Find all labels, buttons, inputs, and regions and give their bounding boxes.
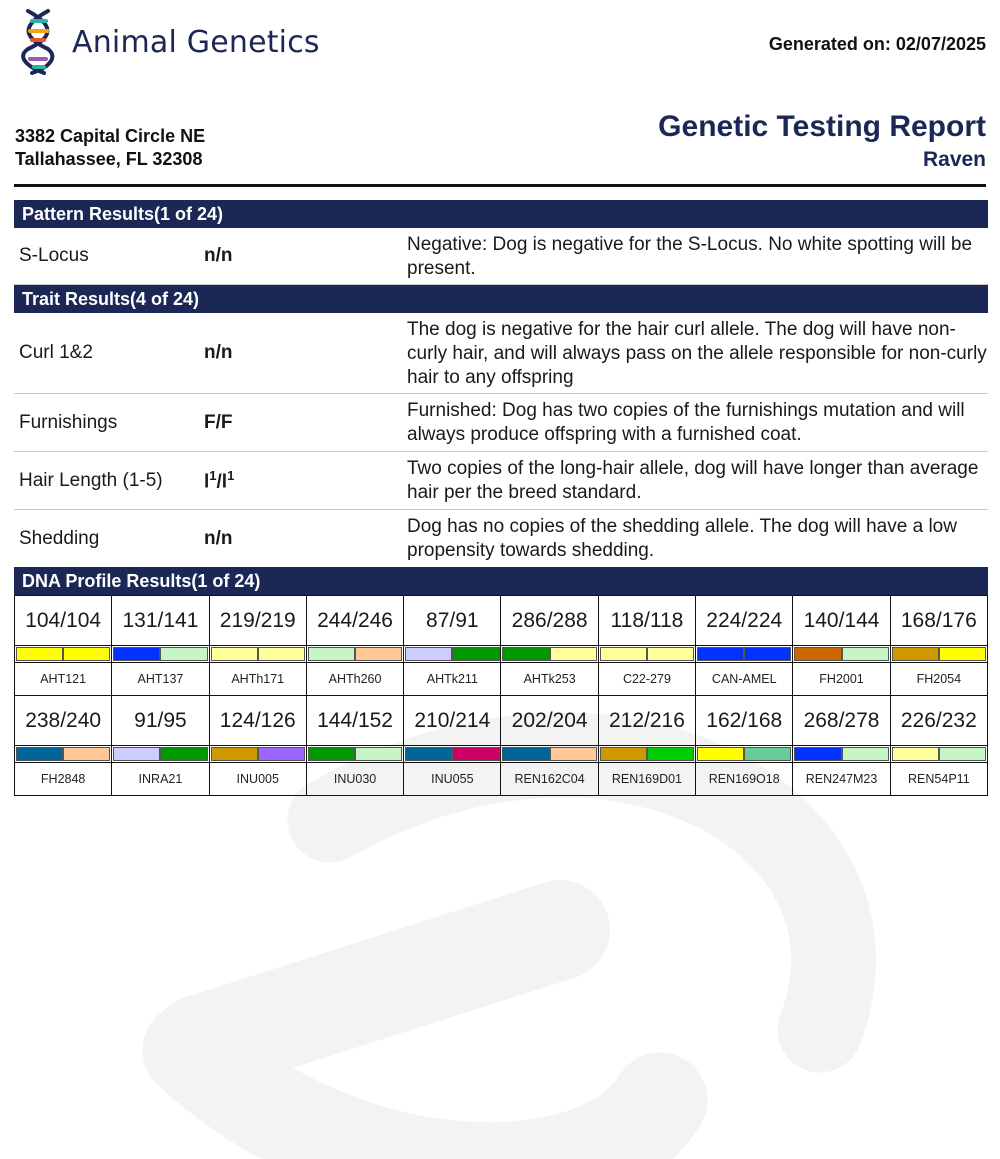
dna-profile-header: DNA Profile Results(1 of 24): [14, 567, 988, 595]
marker-color-bar: [404, 646, 501, 663]
marker-color-bar: [306, 646, 403, 663]
marker-name: AHT121: [15, 663, 112, 696]
marker-alleles: 219/219: [209, 596, 306, 646]
marker-color-bar: [598, 646, 695, 663]
marker-color-bar: [112, 646, 209, 663]
allele-color-swatch: [16, 647, 63, 661]
allele-color-swatch: [697, 747, 744, 761]
marker-name: AHTk253: [501, 663, 598, 696]
allele-color-swatch: [308, 747, 355, 761]
marker-alleles: 87/91: [404, 596, 501, 646]
allele-color-swatch: [600, 647, 647, 661]
allele-color-swatch: [113, 747, 160, 761]
allele-color-swatch: [160, 747, 207, 761]
result-row-furnishings: [14, 394, 988, 452]
marker-color-bar: [501, 646, 598, 663]
marker-name: AHTh260: [306, 663, 403, 696]
genotype: $l^1/l^1$: [204, 467, 235, 493]
allele-color-swatch: [939, 747, 986, 761]
marker-name: INU055: [404, 763, 501, 796]
allele-color-swatch: [939, 647, 986, 661]
marker-alleles: 144/152: [306, 696, 403, 746]
allele-color-swatch: [211, 647, 258, 661]
marker-alleles: 118/118: [598, 596, 695, 646]
marker-name: CAN-AMEL: [696, 663, 793, 696]
allele-color-swatch: [697, 647, 744, 661]
dna-helix-icon: [20, 7, 60, 77]
allele-color-swatch: [160, 647, 207, 661]
dna-profile-table: [14, 595, 988, 796]
marker-color-bar: [306, 746, 403, 763]
results-section: [14, 200, 988, 796]
allele-color-swatch: [405, 647, 452, 661]
allele-color-swatch: [842, 747, 889, 761]
marker-alleles: 224/224: [696, 596, 793, 646]
marker-name: FH2054: [890, 663, 987, 696]
trait-description: Negative: Dog is negative for the S-Locus. No white spotting will be present.: [407, 233, 973, 279]
genotype: n/n: [204, 245, 233, 266]
allele-color-swatch: [308, 647, 355, 661]
allele-color-swatch: [258, 647, 305, 661]
allele-color-swatch: [63, 647, 110, 661]
allele-color-swatch: [794, 747, 841, 761]
marker-name: REN247M23: [793, 763, 890, 796]
allele-color-swatch: [502, 647, 549, 661]
marker-color-bar: [15, 646, 112, 663]
allele-color-swatch: [405, 747, 452, 761]
dog-name: Raven: [922, 148, 986, 171]
marker-name: REN54P11: [890, 763, 987, 796]
trait-name: Shedding: [19, 527, 100, 549]
marker-alleles: 168/176: [890, 596, 987, 646]
marker-alleles: 226/232: [890, 696, 987, 746]
allele-color-swatch: [258, 747, 305, 761]
allele-color-swatch: [550, 747, 597, 761]
marker-alleles: 268/278: [793, 696, 890, 746]
marker-alleles: 238/240: [15, 696, 112, 746]
marker-color-bar: [890, 646, 987, 663]
marker-name: INRA21: [112, 763, 209, 796]
pattern-results-header: Pattern Results(1 of 24): [14, 200, 988, 228]
allele-color-swatch: [647, 647, 694, 661]
marker-alleles: 202/204: [501, 696, 598, 746]
marker-color-bar: [209, 746, 306, 763]
allele-color-swatch: [355, 647, 402, 661]
brand-logo: [20, 6, 320, 78]
generated-date: Generated on: 02/07/2025: [768, 34, 986, 54]
marker-color-bar: [598, 746, 695, 763]
marker-alleles: 244/246: [306, 596, 403, 646]
trait-results-header: Trait Results(4 of 24): [14, 285, 988, 313]
marker-color-bar: [112, 746, 209, 763]
trait-description: The dog is negative for the hair curl allele. The dog will have non-curly hair, and will always pass on the allele responsible for non-curly hair to any offspring: [407, 318, 987, 388]
trait-name: Curl 1&2: [19, 342, 93, 363]
brand-name: Animal Genetics: [72, 24, 320, 60]
genotype: n/n: [204, 342, 233, 363]
allele-color-swatch: [452, 747, 499, 761]
allele-color-swatch: [892, 647, 939, 661]
allele-color-swatch: [550, 647, 597, 661]
trait-description: Furnished: Dog has two copies of the furnishings mutation and will always produce offspring with a furnished coat.: [407, 400, 965, 445]
marker-alleles: 212/216: [598, 696, 695, 746]
trait-name: S-Locus: [19, 245, 89, 266]
header-divider: [14, 184, 986, 187]
allele-color-swatch: [647, 747, 694, 761]
marker-name: AHTk211: [404, 663, 501, 696]
marker-name: REN169O18: [696, 763, 793, 796]
trait-description: Two copies of the long-hair allele, dog will have longer than average hair per the breed standard.: [407, 458, 979, 503]
allele-color-swatch: [16, 747, 63, 761]
marker-name: AHTh171: [209, 663, 306, 696]
allele-color-swatch: [211, 747, 258, 761]
marker-name: INU030: [306, 763, 403, 796]
allele-color-swatch: [452, 647, 499, 661]
marker-name: REN169D01: [598, 763, 695, 796]
trait-description: Dog has no copies of the shedding allele. The dog will have a low propensity towards shedding.: [407, 516, 957, 561]
marker-name: C22-279: [598, 663, 695, 696]
allele-color-swatch: [744, 747, 791, 761]
marker-alleles: 162/168: [696, 696, 793, 746]
allele-color-swatch: [502, 747, 549, 761]
allele-color-swatch: [892, 747, 939, 761]
marker-alleles: 140/144: [793, 596, 890, 646]
allele-color-swatch: [63, 747, 110, 761]
marker-color-bar: [890, 746, 987, 763]
marker-name: FH2001: [793, 663, 890, 696]
result-row-shedding: [14, 510, 988, 567]
result-row-s-locus: [14, 228, 988, 285]
marker-color-bar: [793, 646, 890, 663]
marker-name: FH2848: [15, 763, 112, 796]
address-line-2: Tallahassee, FL 32308: [15, 149, 203, 169]
allele-color-swatch: [600, 747, 647, 761]
marker-color-bar: [793, 746, 890, 763]
marker-name: INU005: [209, 763, 306, 796]
allele-color-swatch: [355, 747, 402, 761]
marker-color-bar: [696, 746, 793, 763]
marker-color-bar: [696, 646, 793, 663]
lab-address: [15, 125, 205, 171]
marker-color-bar: [501, 746, 598, 763]
result-row-hair-length: [14, 452, 988, 510]
marker-alleles: 91/95: [112, 696, 209, 746]
allele-color-swatch: [744, 647, 791, 661]
marker-color-bar: [404, 746, 501, 763]
allele-color-swatch: [842, 647, 889, 661]
trait-name: Furnishings: [19, 411, 118, 433]
marker-alleles: 104/104: [15, 596, 112, 646]
result-row-curl: [14, 313, 988, 394]
marker-alleles: 124/126: [209, 696, 306, 746]
marker-alleles: 286/288: [501, 596, 598, 646]
allele-color-swatch: [794, 647, 841, 661]
marker-name: REN162C04: [501, 763, 598, 796]
trait-name: Hair Length (1-5): [19, 469, 163, 491]
marker-color-bar: [15, 746, 112, 763]
marker-name: AHT137: [112, 663, 209, 696]
genotype: F/F: [204, 411, 233, 433]
marker-color-bar: [209, 646, 306, 663]
report-title: Genetic Testing Report: [658, 110, 986, 143]
genotype: n/n: [204, 527, 233, 549]
marker-alleles: 131/141: [112, 596, 209, 646]
address-line-1: 3382 Capital Circle NE: [15, 126, 206, 146]
marker-alleles: 210/214: [404, 696, 501, 746]
allele-color-swatch: [113, 647, 160, 661]
